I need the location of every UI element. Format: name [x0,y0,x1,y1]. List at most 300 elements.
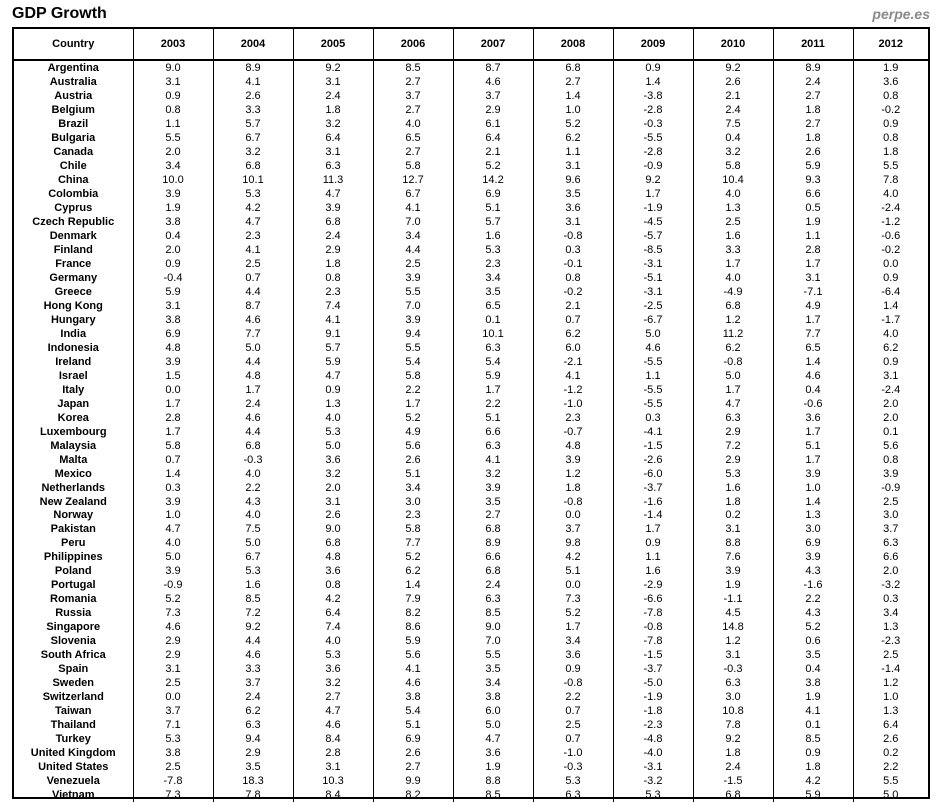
growth-value-cell: 7.3 [133,607,213,621]
table-row [14,467,928,481]
growth-value-cell: 2.9 [133,649,213,663]
growth-value-cell: 6.3 [453,341,533,355]
growth-value-cell: -0.3 [693,663,773,677]
growth-value-cell: 6.7 [213,132,293,146]
growth-value-cell: 5.5 [883,160,899,173]
growth-value-cell: 5.2 [373,411,453,425]
country-cell: Romania [14,593,133,607]
column-header-year: 2007 [453,29,533,60]
growth-value-cell: 0.1 [773,719,853,733]
column-header-year: 2011 [773,29,853,60]
growth-value-cell: 6.3 [213,719,293,733]
growth-value-cell: 4.1 [213,244,293,258]
growth-value-cell: 4.3 [213,495,293,509]
country-cell: Portugal [14,579,133,593]
growth-value-cell: 7.2 [213,607,293,621]
growth-value-cell: 4.7 [293,188,373,202]
country-cell: Russia [14,607,133,621]
growth-value-cell: 4.6 [373,677,453,691]
growth-value-cell: 6.8 [453,565,533,579]
table-row [14,551,928,565]
growth-value-cell: 3.5 [533,188,613,202]
country-cell: United States [14,760,133,774]
growth-value-cell: -5.5 [613,132,693,146]
growth-value-cell: 5.2 [533,118,613,132]
country-cell: Switzerland [14,691,133,705]
growth-value-cell: 4.3 [773,565,853,579]
growth-value-cell: -1.6 [773,579,853,593]
column-header-year: 2003 [133,29,213,60]
growth-value-cell: -0.7 [533,425,613,439]
growth-value-cell: 4.6 [213,313,293,327]
growth-value-cell: 5.1 [453,411,533,425]
growth-value-cell: 2.7 [773,90,853,104]
growth-value-cell: -3.1 [613,286,693,300]
growth-value-cell: 0.9 [613,537,693,551]
growth-value-cell: -4.5 [613,216,693,230]
growth-value-cell: -0.6 [773,397,853,411]
growth-value-cell: 6.5 [773,341,853,355]
column-header-year: 2004 [213,29,293,60]
table-row [14,663,928,677]
growth-value-cell: 3.3 [213,663,293,677]
growth-value-cell: 2.1 [453,146,533,160]
growth-value-cell: -4.8 [613,733,693,747]
growth-value-cell: 2.3 [533,411,613,425]
growth-value-cell: 1.3 [293,397,373,411]
growth-value-cell: 6.8 [453,523,533,537]
growth-value-cell: 14.2 [453,174,533,188]
growth-value-cell: 9.8 [533,537,613,551]
growth-value-cell: -1.0 [533,397,613,411]
country-cell: United Kingdom [14,746,133,760]
growth-value-cell: 5.0 [213,537,293,551]
growth-value-cell: 7.2 [693,439,773,453]
table-row [14,705,928,719]
growth-value-cell: 5.3 [613,788,693,802]
growth-value-cell: 2.5 [373,258,453,272]
column-header-year: 2012 [853,29,928,60]
growth-value-cell: 5.8 [373,160,453,174]
growth-value-cell: 2.7 [373,76,453,90]
table-row [14,411,928,425]
header-row [14,29,928,60]
table-row [14,244,928,258]
growth-value-cell: 5.3 [213,188,293,202]
growth-value-cell: 5.8 [373,523,453,537]
growth-value-cell: 4.4 [373,244,453,258]
growth-value-cell: 0.8 [883,90,899,103]
growth-value-cell: 5.4 [373,705,453,719]
growth-value-cell: 4.9 [373,425,453,439]
column-header-year: 2005 [293,29,373,60]
growth-value-cell: -1.4 [613,509,693,523]
country-cell: Belgium [14,104,133,118]
growth-value-cell: 1.2 [883,677,899,690]
growth-value-cell: 8.9 [453,537,533,551]
growth-value-cell: -3.8 [613,90,693,104]
country-cell: Malta [14,453,133,467]
growth-value-cell: 1.7 [773,258,853,272]
growth-value-cell: -1.0 [533,746,613,760]
growth-value-cell: 9.2 [293,60,373,76]
growth-value-cell: -5.5 [613,355,693,369]
table-row [14,495,928,509]
growth-value-cell: 6.2 [883,341,899,354]
growth-value-cell: 5.6 [373,439,453,453]
table-row [14,146,928,160]
growth-value-cell: 0.4 [133,230,213,244]
country-cell: Germany [14,272,133,286]
table-row [14,746,928,760]
growth-value-cell: 2.8 [133,411,213,425]
growth-value-cell: 2.9 [133,635,213,649]
table-row [14,258,928,272]
growth-value-cell: 9.9 [373,774,453,788]
growth-value-cell: 5.3 [133,733,213,747]
growth-value-cell: 7.9 [373,593,453,607]
growth-value-cell: 5.6 [373,649,453,663]
growth-value-cell: 1.2 [693,635,773,649]
growth-value-cell: 0.1 [883,425,899,438]
growth-value-cell: 10.1 [213,174,293,188]
country-cell: China [14,174,133,188]
growth-value-cell: 4.0 [213,467,293,481]
country-cell: Hong Kong [14,299,133,313]
growth-value-cell: 5.1 [453,202,533,216]
growth-value-cell: 2.3 [373,509,453,523]
growth-value-cell: 4.7 [693,397,773,411]
growth-value-cell: 9.2 [693,733,773,747]
table-row [14,132,928,146]
growth-value-cell: 1.9 [883,62,899,75]
table-row [14,272,928,286]
growth-value-cell: 3.1 [133,76,213,90]
table-row [14,160,928,174]
growth-value-cell: 7.8 [213,788,293,802]
table-row [14,341,928,355]
growth-value-cell: 4.4 [213,635,293,649]
growth-value-cell: 10.8 [693,705,773,719]
growth-value-cell: 2.9 [453,104,533,118]
country-cell: Italy [14,383,133,397]
country-cell: Philippines [14,551,133,565]
growth-value-cell: 2.4 [693,104,773,118]
growth-value-cell: 2.0 [133,244,213,258]
table-row [14,90,928,104]
growth-value-cell: 2.0 [293,481,373,495]
growth-value-cell: 6.5 [373,132,453,146]
country-cell: Venezuela [14,774,133,788]
growth-value-cell: 3.6 [293,453,373,467]
growth-value-cell: 1.7 [693,383,773,397]
growth-value-cell: -1.6 [613,495,693,509]
growth-value-cell: 3.6 [533,649,613,663]
growth-value-cell: 7.3 [533,593,613,607]
growth-value-cell: 1.4 [133,467,213,481]
growth-value-cell: 2.7 [453,509,533,523]
table-row [14,523,928,537]
growth-value-cell: 2.3 [213,230,293,244]
growth-value-cell: -3.7 [613,663,693,677]
growth-value-cell: 0.7 [533,705,613,719]
growth-value-cell: 4.0 [373,118,453,132]
growth-value-cell: 7.8 [693,719,773,733]
growth-value-cell: 5.4 [453,355,533,369]
growth-value-cell: 3.1 [533,160,613,174]
growth-value-cell: 3.9 [133,495,213,509]
growth-value-cell: 3.3 [693,244,773,258]
growth-value-cell: 5.9 [453,369,533,383]
growth-value-cell: 5.0 [883,788,899,801]
growth-value-cell: -0.9 [881,481,901,494]
growth-value-cell: 6.0 [453,705,533,719]
growth-value-cell: 1.8 [773,132,853,146]
table-row [14,425,928,439]
growth-value-cell: 5.4 [373,355,453,369]
source-watermark: perpe.es [872,6,930,22]
growth-value-cell: 5.0 [213,341,293,355]
growth-value-cell: 3.2 [213,146,293,160]
growth-value-cell: 6.2 [373,565,453,579]
growth-value-cell: 1.0 [883,691,899,704]
growth-value-cell: 2.7 [373,760,453,774]
growth-value-cell: 5.1 [773,439,853,453]
growth-value-cell: 4.0 [883,188,899,201]
country-cell: Malaysia [14,439,133,453]
growth-value-cell: 2.7 [293,691,373,705]
growth-value-cell: 3.1 [293,760,373,774]
growth-value-cell: 3.1 [133,299,213,313]
table-row [14,691,928,705]
growth-value-cell: 1.1 [613,369,693,383]
growth-value-cell: 3.4 [533,635,613,649]
page-title: GDP Growth [12,5,107,22]
growth-value-cell: 4.7 [293,369,373,383]
growth-value-cell: 4.4 [213,355,293,369]
growth-value-cell: 4.6 [453,76,533,90]
table-row [14,188,928,202]
table-row [14,313,928,327]
growth-value-cell: 1.7 [613,188,693,202]
growth-value-cell: 5.3 [693,467,773,481]
table-row [14,439,928,453]
growth-value-cell: 1.8 [773,104,853,118]
growth-value-cell: 3.9 [373,272,453,286]
growth-value-cell: 2.5 [693,216,773,230]
growth-value-cell: 2.4 [693,760,773,774]
growth-value-cell: 5.5 [133,132,213,146]
growth-value-cell: -3.1 [613,258,693,272]
growth-value-cell: 3.4 [373,230,453,244]
growth-value-cell: 1.7 [613,523,693,537]
growth-value-cell: -2.1 [533,355,613,369]
growth-value-cell: 6.8 [213,160,293,174]
growth-value-cell: 3.5 [453,495,533,509]
growth-value-cell: 3.2 [453,467,533,481]
growth-value-cell: 1.9 [453,760,533,774]
country-cell: Hungary [14,313,133,327]
growth-value-cell: 3.6 [773,411,853,425]
growth-value-cell: 1.0 [533,104,613,118]
growth-value-cell: 1.3 [693,202,773,216]
growth-value-cell: 2.9 [693,453,773,467]
growth-value-cell: 1.3 [773,509,853,523]
growth-value-cell: 5.9 [773,160,853,174]
growth-value-cell: 3.1 [773,272,853,286]
table-row [14,579,928,593]
country-cell: Spain [14,663,133,677]
growth-value-cell: 1.4 [773,355,853,369]
growth-value-cell: 5.9 [133,286,213,300]
growth-value-cell: 12.7 [373,174,453,188]
growth-value-cell: -3.7 [613,481,693,495]
growth-value-cell: 1.9 [773,691,853,705]
growth-value-cell: 2.0 [883,411,899,424]
growth-value-cell: 8.9 [213,60,293,76]
growth-value-cell: 1.6 [693,481,773,495]
growth-value-cell: 11.2 [693,327,773,341]
growth-value-cell: 6.8 [213,439,293,453]
growth-value-cell: 4.1 [213,76,293,90]
growth-value-cell: 8.4 [293,733,373,747]
growth-value-cell: -0.8 [613,621,693,635]
growth-value-cell: 1.4 [613,76,693,90]
country-cell: Turkey [14,733,133,747]
growth-value-cell: 4.7 [133,523,213,537]
growth-value-cell: 5.3 [293,649,373,663]
growth-value-cell: 9.4 [213,733,293,747]
growth-value-cell: 4.0 [133,537,213,551]
table-row [14,635,928,649]
country-cell: Sweden [14,677,133,691]
growth-value-cell: 0.4 [773,383,853,397]
growth-value-cell: -7.1 [773,286,853,300]
growth-value-cell: 4.5 [693,607,773,621]
growth-value-cell: -0.4 [133,272,213,286]
table-row [14,216,928,230]
country-cell: Finland [14,244,133,258]
country-cell: Mexico [14,467,133,481]
growth-value-cell: 2.4 [293,90,373,104]
growth-value-cell: 1.8 [693,495,773,509]
growth-value-cell: 5.1 [533,565,613,579]
growth-value-cell: 6.2 [213,705,293,719]
growth-value-cell: 1.7 [533,621,613,635]
growth-value-cell: 4.8 [133,341,213,355]
growth-value-cell: 0.7 [133,453,213,467]
growth-value-cell: 2.2 [883,760,899,773]
growth-value-cell: -4.0 [613,746,693,760]
country-cell: Slovenia [14,635,133,649]
growth-value-cell: 2.8 [293,746,373,760]
growth-value-cell: 4.0 [693,188,773,202]
growth-value-cell: 4.1 [773,705,853,719]
growth-value-cell: 3.0 [373,495,453,509]
country-cell: Greece [14,286,133,300]
growth-value-cell: -0.9 [613,160,693,174]
growth-value-cell: 0.9 [773,746,853,760]
growth-value-cell: 6.2 [693,341,773,355]
growth-value-cell: 3.2 [693,146,773,160]
growth-value-cell: 5.1 [373,719,453,733]
growth-value-cell: -4.1 [613,425,693,439]
growth-value-cell: 5.5 [373,286,453,300]
table-row [14,565,928,579]
growth-value-cell: 0.0 [883,258,899,271]
growth-value-cell: 0.0 [533,579,613,593]
growth-value-cell: 1.8 [293,104,373,118]
growth-value-cell: -0.3 [613,118,693,132]
growth-value-cell: 2.4 [213,691,293,705]
growth-value-cell: 6.4 [453,132,533,146]
country-cell: Indonesia [14,341,133,355]
growth-value-cell: 3.1 [883,369,899,382]
growth-value-cell: 3.6 [453,746,533,760]
growth-value-cell: 3.2 [293,118,373,132]
growth-value-cell: -0.8 [533,230,613,244]
growth-value-cell: 3.7 [213,677,293,691]
growth-value-cell: 6.3 [693,677,773,691]
growth-value-cell: 5.2 [533,607,613,621]
growth-value-cell: 3.6 [883,76,899,89]
growth-value-cell: 9.3 [773,174,853,188]
growth-value-cell: 1.6 [693,230,773,244]
growth-value-cell: 8.2 [373,607,453,621]
table-row [14,104,928,118]
growth-value-cell: 3.1 [693,649,773,663]
growth-value-cell: 1.6 [213,579,293,593]
growth-value-cell: 2.7 [773,118,853,132]
country-cell: South Africa [14,649,133,663]
growth-value-cell: 3.2 [293,467,373,481]
growth-value-cell: -0.3 [213,453,293,467]
growth-value-cell: 3.7 [133,705,213,719]
table-row [14,202,928,216]
growth-value-cell: 2.6 [213,90,293,104]
growth-value-cell: 8.2 [373,788,453,802]
growth-value-cell: 6.9 [773,537,853,551]
growth-value-cell: 5.5 [883,774,899,787]
table-row [14,593,928,607]
growth-value-cell: 3.9 [693,565,773,579]
growth-value-cell: 0.8 [533,272,613,286]
growth-value-cell: 4.6 [613,341,693,355]
growth-value-cell: -1.5 [613,439,693,453]
growth-value-cell: 5.3 [453,244,533,258]
country-cell: Canada [14,146,133,160]
country-cell: Korea [14,411,133,425]
growth-value-cell: 2.7 [533,76,613,90]
growth-value-cell: 0.8 [293,272,373,286]
table-row [14,677,928,691]
growth-value-cell: 6.5 [453,299,533,313]
growth-value-cell: 3.8 [373,691,453,705]
growth-value-cell: 1.3 [883,705,899,718]
growth-value-cell: -6.6 [613,593,693,607]
growth-value-cell: 4.6 [773,369,853,383]
growth-value-cell: -5.5 [613,383,693,397]
column-header-year: 2008 [533,29,613,60]
growth-value-cell: 4.0 [883,327,899,340]
growth-value-cell: 3.8 [453,691,533,705]
growth-value-cell: 8.6 [373,621,453,635]
growth-value-cell: -2.3 [881,635,901,648]
growth-value-cell: 3.1 [293,76,373,90]
table-row [14,174,928,188]
column-header-year: 2006 [373,29,453,60]
growth-value-cell: 10.3 [293,774,373,788]
